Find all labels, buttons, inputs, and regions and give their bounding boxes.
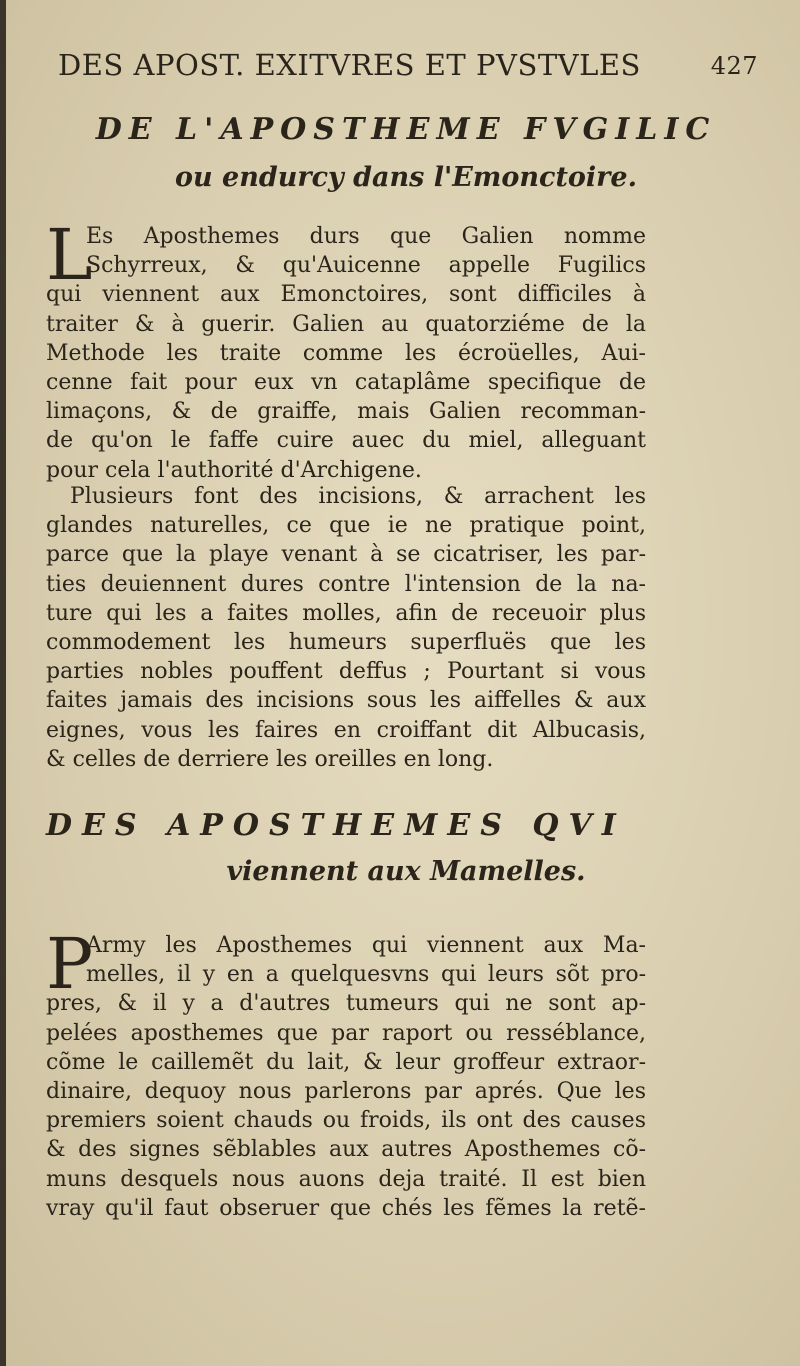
section-title-fugilic: DE L'APOSTHEME FVGILIC <box>95 112 717 147</box>
text-line: limaçons, & de graiffe, mais Galien recomman- <box>46 399 646 425</box>
text-line: de qu'on le faffe cuire auec du miel, alleguant <box>46 428 646 454</box>
text-line: pour cela l'authorité d'Archigene. <box>46 457 422 483</box>
text-line: traiter & à guerir. Galien au quatorziéme de la <box>46 311 646 337</box>
running-header <box>58 48 758 94</box>
text-line: & des signes sẽblables aux autres Aposthemes cõ- <box>46 1137 646 1163</box>
page-number: 427 <box>710 52 758 80</box>
text-line: faites jamais des incisions sous les aiffelles & aux <box>46 688 646 714</box>
text-line: Es Aposthemes durs que Galien nomme <box>86 224 646 249</box>
section-subtitle-mamelles: viennent aux Mamelles. <box>226 856 586 887</box>
text-line: ties deuiennent dures contre l'intension de la na- <box>46 571 646 597</box>
text-line: cenne fait pour eux vn cataplâme specifique de <box>46 370 646 396</box>
text-line: muns desquels nous auons deja traité. Il est bien <box>46 1166 646 1192</box>
paragraph-fugilic-2 <box>46 482 646 774</box>
running-title: DES APOST. EXITVRES ET PVSTVLES <box>58 48 641 82</box>
text-line: pelées aposthemes que par raport ou resséblance, <box>46 1020 646 1046</box>
text-line: eignes, vous les faires en croiffant dit Albucasis, <box>46 717 646 743</box>
text-line: vray qu'il faut obseruer que chés les fẽmes la retẽ- <box>46 1195 646 1221</box>
text-line: Methode les traite comme les écroüelles, Aui- <box>46 340 646 366</box>
text-line: parties nobles pouffent deffus ; Pourtant si vous <box>46 659 646 685</box>
paragraph-mamelles-1 <box>46 923 646 1223</box>
section-subtitle-fugilic: ou endurcy dans l'Emonctoire. <box>174 162 637 193</box>
text-line: melles, il y en a quelquesvns qui leurs sõt pro- <box>86 962 646 988</box>
text-line: glandes naturelles, ce que ie ne pratique point, <box>46 513 646 539</box>
text-line: Plusieurs font des incisions, & arrachent les <box>70 484 646 509</box>
text-line: dinaire, dequoy nous parlerons par aprés. Que les <box>46 1079 646 1105</box>
text-line: & celles de derriere les oreilles en long. <box>46 746 494 772</box>
drop-cap-l: L <box>46 214 93 296</box>
text-line: parce que la playe venant à se cicatriser, les par- <box>46 542 646 568</box>
text-line: cõme le caillemẽt du lait, & leur groffeur extraor- <box>46 1049 646 1075</box>
text-line: ture qui les a faites molles, afin de receuoir plus <box>46 600 646 626</box>
text-line: Schyrreux, & qu'Auicenne appelle Fugilics <box>86 253 646 279</box>
section-title-mamelles: DES APOSTHEMES QVI <box>46 808 626 843</box>
text-line: pres, & il y a d'autres tumeurs qui ne sont ap- <box>46 991 646 1017</box>
text-line: premiers soient chauds ou froids, ils ont des causes <box>46 1108 646 1134</box>
text-line: Army les Aposthemes qui viennent aux Ma- <box>86 933 646 958</box>
text-line: qui viennent aux Emonctoires, sont difficiles à <box>46 282 646 308</box>
text-line: commodement les humeurs superfluës que les <box>46 630 646 656</box>
paragraph-fugilic-1 <box>46 214 646 485</box>
drop-cap-p: P <box>46 923 94 1005</box>
